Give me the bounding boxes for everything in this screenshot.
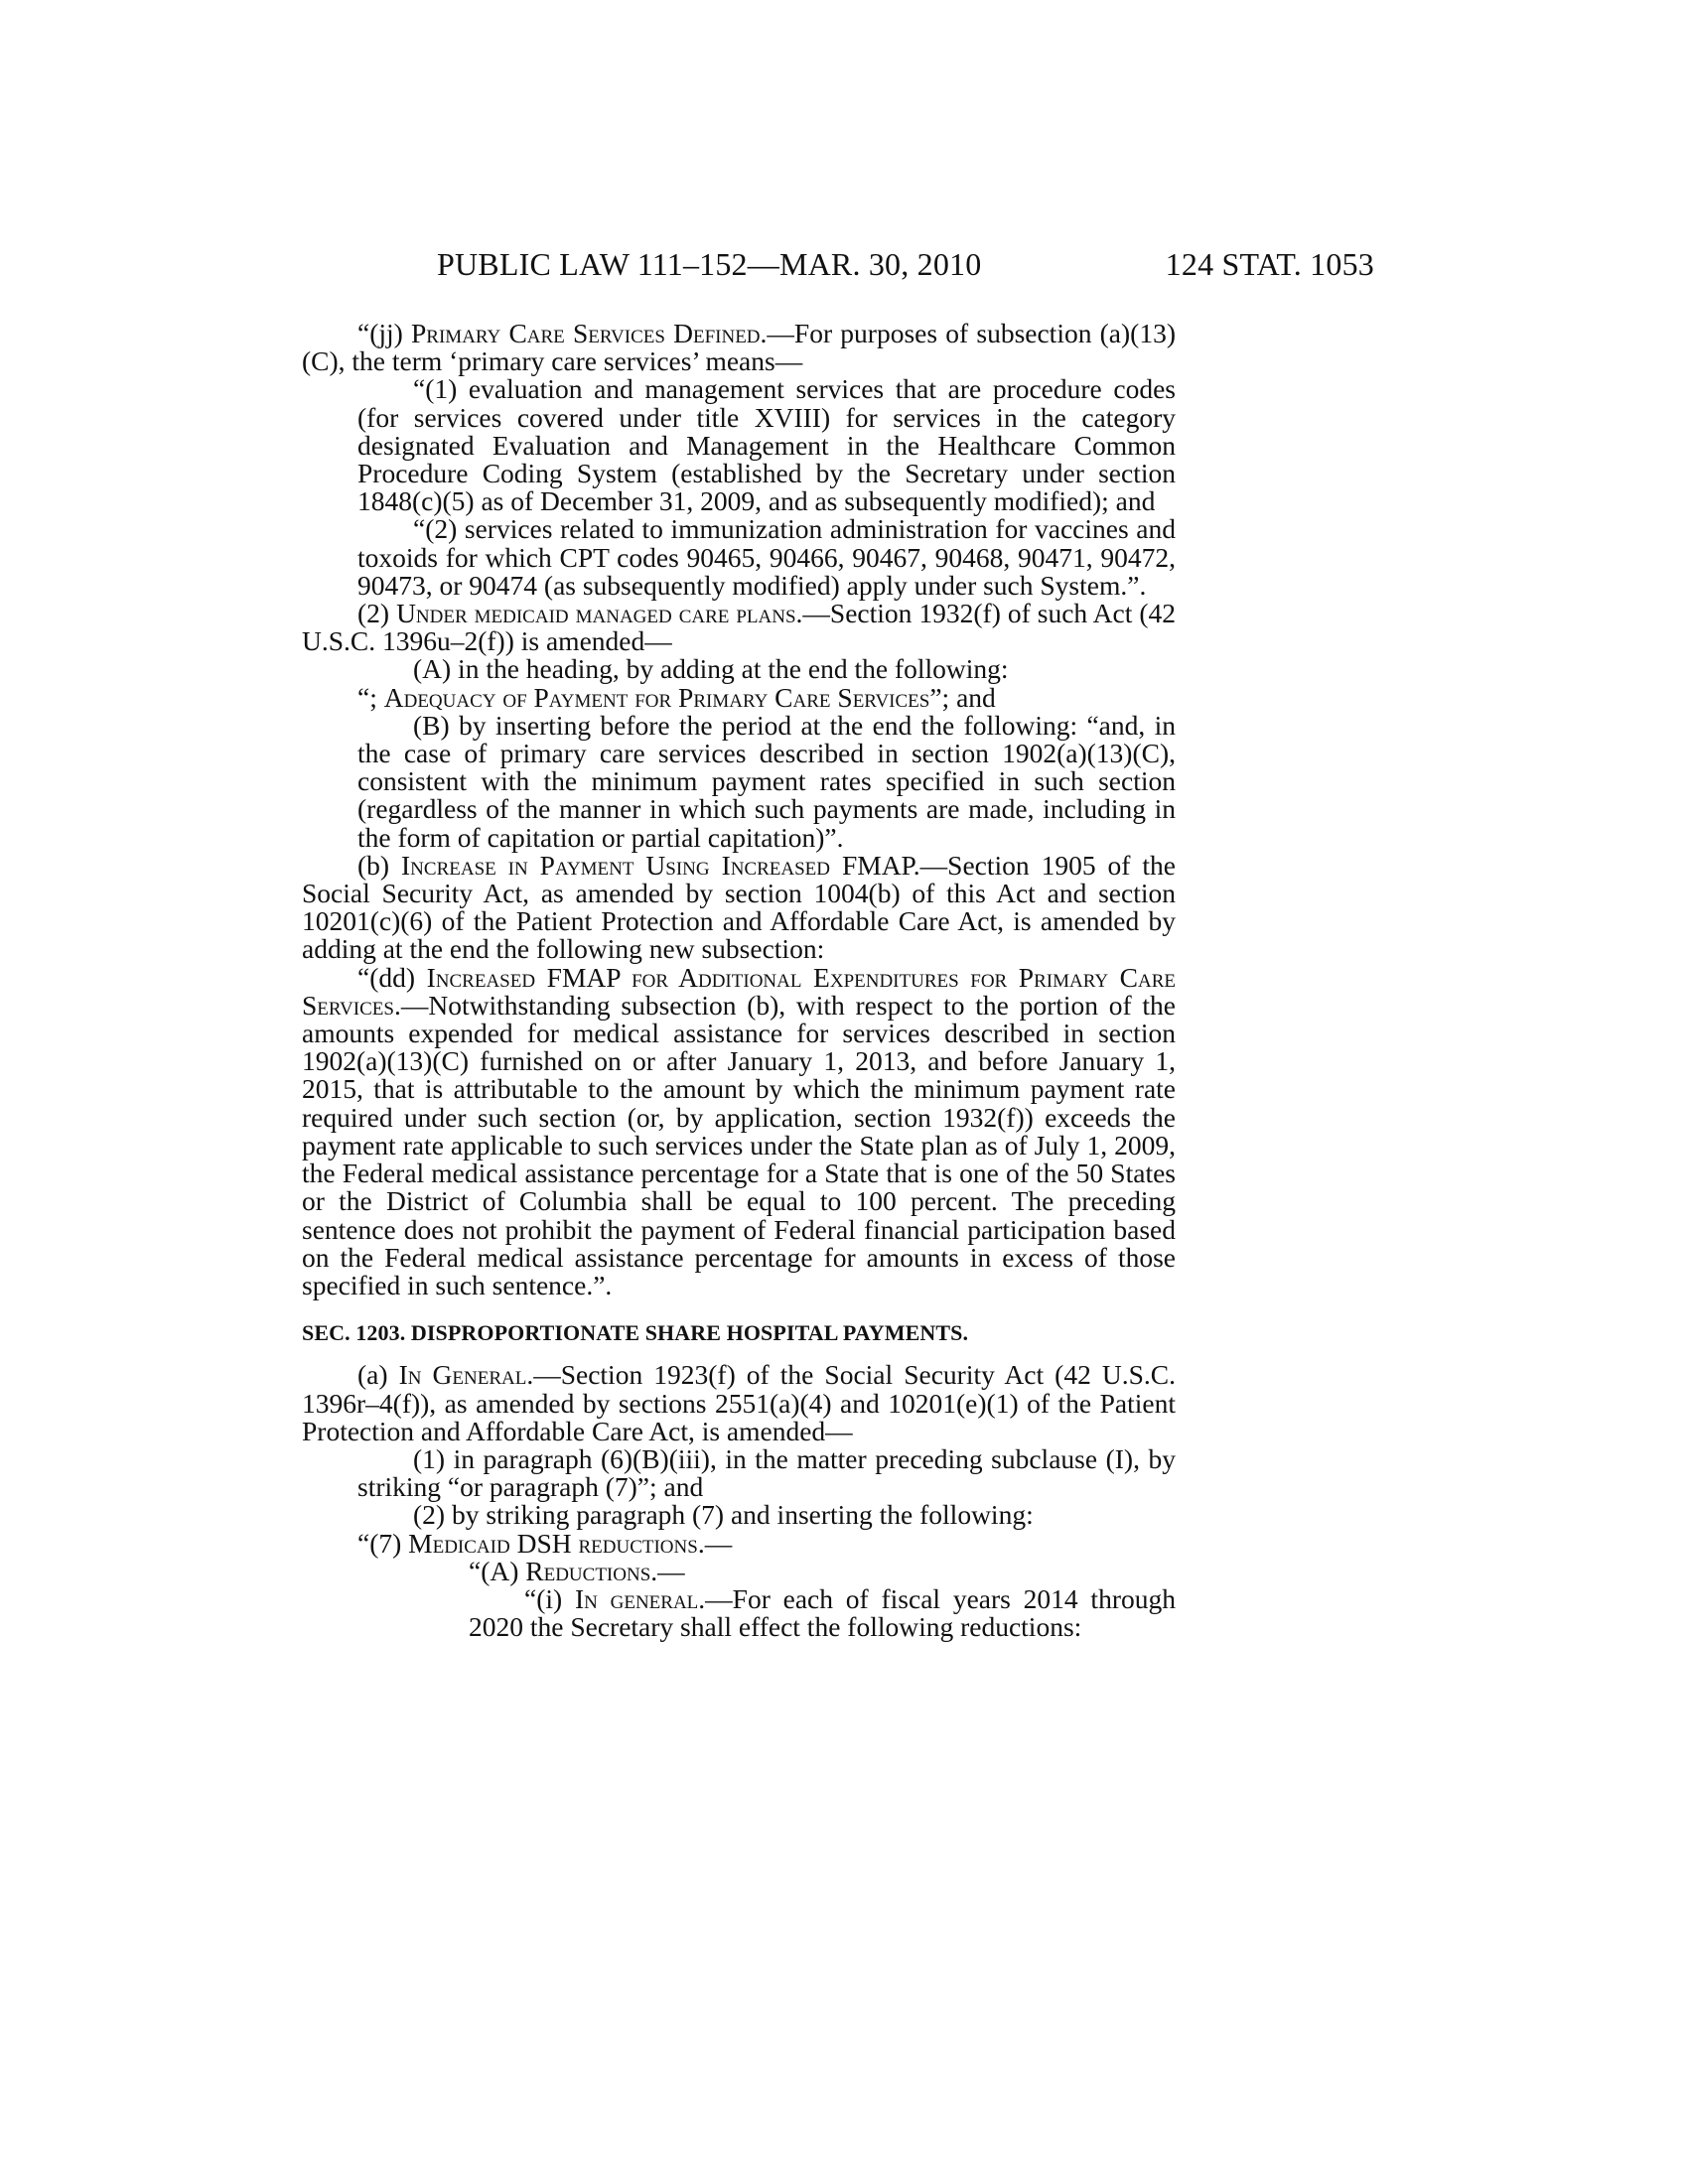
paragraph-A-heading-amendment: (A) in the heading, by adding at the end the following: [413, 653, 1009, 685]
running-head-title: PUBLIC LAW 111–152—MAR. 30, 2010 [437, 246, 982, 282]
paragraph-dd-increased-fmap: “(dd) Increased FMAP for Additional Expenditures for Primary Care Services.—Notwithstanding subsection (b), with respect to the portion of the amounts expended for medical assistance for services described in section 1902(a)(13)(C) furnished on or after January 1, 2013, and before January 1, 2015, that is attributable to the amount by which the minimum payment rate required under such section (or, by application, section 1932(f)) exceeds the payment rate applicable to such services under the State plan as of July 1, 2009, the Federal medical assistance percentage for a State that is one of the 50 States or the District of Columbia shall be equal to 100 percent. The preceding sentence does not prohibit the payment of Federal financial participation based on the Federal medical assistance percentage for amounts in excess of those specified in such sentence.”. [302, 961, 1176, 1300]
paragraph-1-paragraph-6-B-iii: (1) in paragraph (6)(B)(iii), in the matter preceding subclause (I), by striking “or paragraph (7)”; and [357, 1442, 1176, 1503]
paragraph-i-in-general: “(i) In general.—For each of fiscal years 2014 through 2020 the Secretary shall effect the following reductions: [469, 1582, 1176, 1643]
paragraph-A-reductions: “(A) Reductions.— [469, 1555, 685, 1586]
paragraph-7-medicaid-dsh-reductions: “(7) Medicaid DSH reductions.— [357, 1527, 733, 1559]
section-heading: SEC. 1203. DISPROPORTIONATE SHARE HOSPITAL PAYMENTS. [302, 1320, 969, 1346]
page-number: 124 STAT. 1053 [1165, 246, 1374, 282]
document-body [302, 320, 1176, 1641]
paragraph-a-in-general: (a) In General.—Section 1923(f) of the Social Security Act (42 U.S.C. 1396r–4(f)), as amended by sections 2551(a)(4) and 10201(e)(1) of the Patient Protection and Affordable Care Act, is amended— [302, 1359, 1177, 1446]
paragraph-adequacy-of-payment: “; Adequacy of Payment for Primary Care Services”; and [357, 681, 996, 713]
paragraph-2-immunization: “(2) services related to immunization administration for vaccines and toxoids for which CPT codes 90465, 90466, 90467, 90468, 90471, 90472, 90473, or 90474 (as subsequently modified) apply under such System.”. [357, 513, 1176, 601]
paragraph-b-increase-in-payment: (b) Increase in Payment Using Increased FMAP.—Section 1905 of the Social Security Act, as amended by section 1004(b) of this Act and section 10201(c)(6) of the Patient Protection and Affordable Care Act, is amended by adding at the end the following new subsection: [302, 849, 1176, 965]
paragraph-jj-primary-care-defined: “(jj) Primary Care Services Defined.—For purposes of subsection (a)(13)(C), the term ‘primary care services’ means— [302, 318, 1176, 377]
paragraph-B-inserting-before-period: (B) by inserting before the period at the end the following: “and, in the case of primary care services described in section 1902(a)(13)(C), consistent with the minimum payment rates specified in such section (regardless of the manner in which such payments are made, including in the form of capitation or partial capitation)”. [357, 709, 1176, 853]
paragraph-under-medicaid-managed-care: (2) Under medicaid managed care plans.—Section 1932(f) of such Act (42 U.S.C. 1396u–2(f)) is amended— [302, 598, 1176, 657]
page-header [437, 246, 1374, 286]
paragraph-1-evaluation-management: “(1) evaluation and management services that are procedure codes (for services covered under title XVIII) for services in the category designated Evaluation and Management in the Healthcare Common Procedure Coding System (established by the Secretary under section 1848(c)(5) as of December 31, 2009, and as subsequently modified); and [357, 373, 1176, 517]
paragraph-2-striking-paragraph-7: (2) by striking paragraph (7) and inserting the following: [413, 1499, 1034, 1531]
